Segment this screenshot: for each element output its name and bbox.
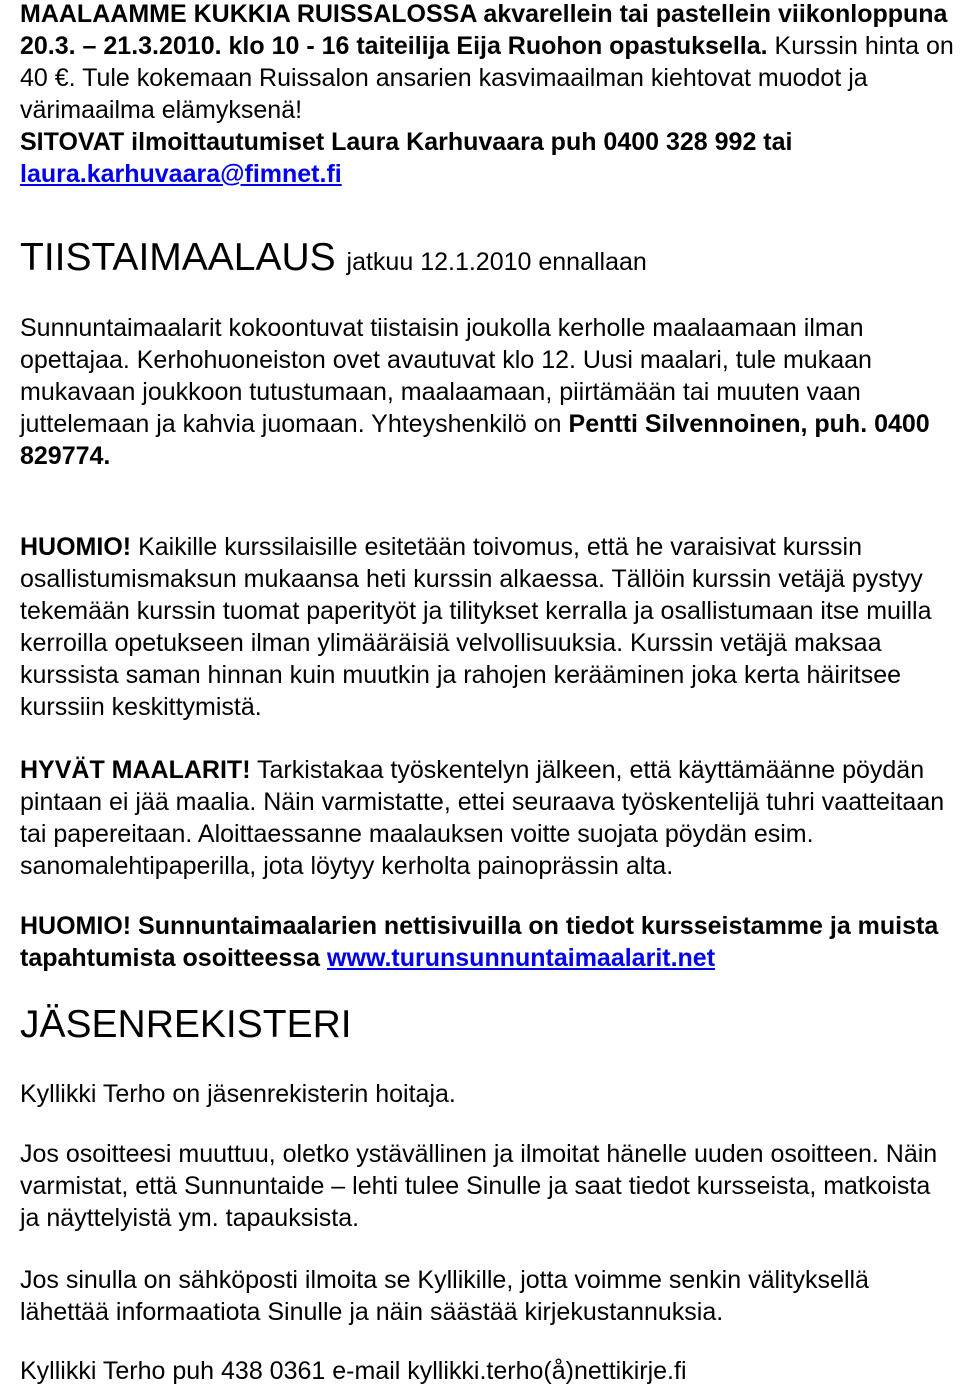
member-registry-p2: Jos osoitteesi muuttuu, oletko ystävällinen ja ilmoitat hänelle uuden osoitteen. Näin varmistat, että Sunnuntaide – lehti tulee Sinulle ja saat tiedot kursseista, matkoista ja näyttelyistä ym. tapauksista. — [20, 1140, 938, 1232]
tuesday-paragraph — [20, 312, 955, 472]
tuesday-heading — [20, 236, 955, 284]
good-painters-label: HYVÄT MAALARIT! — [20, 756, 251, 784]
good-painters-text: Tarkistakaa työskentelyn jälkeen, että käyttämäänne pöydän pintaan ei jää maalia. Näin varmistatte, ettei seuraava työskentelijä tuhri vaatteitaan tai papereitaan. Aloittaessanne maalauksen voitte suojata pöydän esim. sanomalehtipaperilla, jota löytyy kerholta painoprässin alta. — [20, 756, 945, 880]
member-registry-contact: Kyllikki Terho puh 438 0361 e-mail kyllikki.terho(å)nettikirje.fi — [20, 1357, 687, 1385]
member-registry-p1: Kyllikki Terho on jäsenrekisterin hoitaja. — [20, 1080, 456, 1108]
member-registry-p3: Jos sinulla on sähköposti ilmoita se Kyllikille, jotta voimme senkin välityksellä lähettää informaatiota Sinulle ja näin säästää kirjekustannuksia. — [20, 1266, 869, 1326]
website-link[interactable]: www.turunsunnuntaimaalarit.net — [327, 944, 716, 972]
tuesday-heading-title: TIISTAIMAALAUS — [20, 236, 336, 279]
workshop-announcement — [20, 0, 955, 190]
notice-text: Kaikille kurssilaisille esitetään toivomus, että he varaisivat kurssin osallistumismaksun mukaansa heti kurssin alkaessa. Tällöin kurssin vetäjä pystyy tekemään kurssin tuomat paperityöt ja tilitykset kerralla ja osallistumaan itse muilla kerroilla opetukseen ilman ylimääräisiä velvollisuuksia. Kurssin vetäjä maksaa kurssista saman hinnan kuin muutkin ja rahojen kerääminen joka kerta häiritsee kurssiin keskittymistä. — [20, 533, 932, 721]
workshop-signup: SITOVAT ilmoittautumiset Laura Karhuvaara puh 0400 328 992 tai — [20, 128, 793, 156]
tuesday-contact: Pentti Silvennoinen, puh. 0400 829774. — [20, 410, 930, 470]
notice-paragraph — [20, 531, 955, 723]
tuesday-text: Sunnuntaimaalarit kokoontuvat tiistaisin joukolla kerholle maalaamaan ilman opettajaa. Kerhohuoneiston ovet avautuvat klo 12. Uusi maalari, tule mukaan mukavaan joukkoon tutustumaan, maalaamaan, piirtämään tai muuten vaan juttelemaan ja kahvia juomaan. Yhteyshenkilö on — [20, 314, 872, 438]
workshop-description: Kurssin hinta on 40 €. Tule kokemaan Ruissalon ansarien kasvimaailman kiehtovat muodot ja värimaailma elämyksenä! — [20, 32, 954, 124]
good-painters-paragraph — [20, 754, 955, 882]
workshop-title: MAALAAMME KUKKIA RUISSALOSSA akvarellein tai pastellein viikonloppuna 20.3. – 21.3.2010. klo 10 - 16 taiteilija Eija Ruohon opastuksella. — [20, 0, 948, 60]
web-notice-text: HUOMIO! Sunnuntaimaalarien nettisivuilla on tiedot kursseistamme ja muista tapahtumista osoitteessa — [20, 912, 939, 972]
tuesday-heading-subtitle: jatkuu 12.1.2010 ennallaan — [346, 248, 647, 276]
notice-label: HUOMIO! — [20, 533, 132, 561]
signup-email-link[interactable]: laura.karhuvaara@fimnet.fi — [20, 160, 342, 188]
member-registry-heading: JÄSENREKISTERI — [20, 1003, 352, 1046]
web-notice-paragraph — [20, 910, 955, 974]
